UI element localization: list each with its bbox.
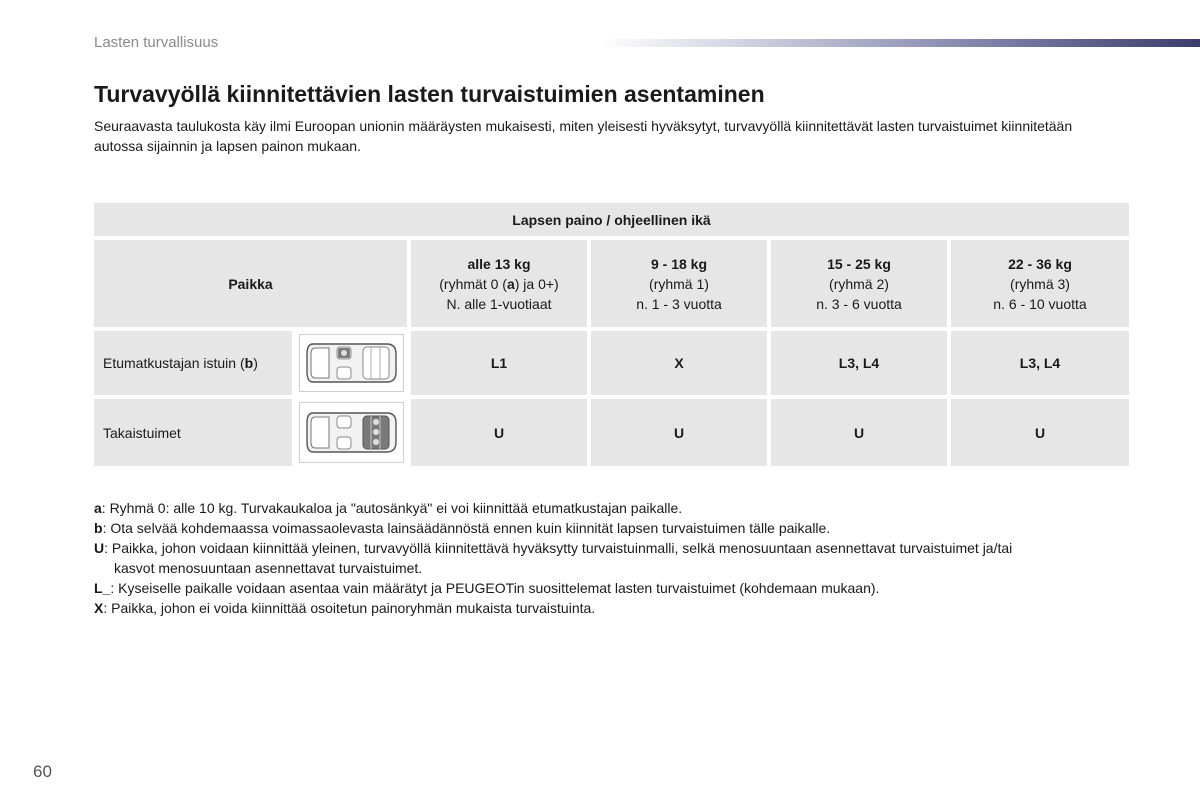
column-age: n. 1 - 3 vuotta (636, 295, 722, 312)
value-front-2: L3, L4 (771, 331, 947, 395)
column-group: (ryhmä 3) (1010, 275, 1070, 292)
page-number: 60 (33, 762, 52, 781)
section-label: Lasten turvallisuus (94, 34, 219, 51)
note-x: X: Paikka, johon ei voida kiinnittää osoitetun painoryhmän mukaista turvaistuinta. (94, 600, 596, 616)
note-a: a: Ryhmä 0: alle 10 kg. Turvakaukaloa ja "autosänkyä" ei voi kiinnittää etumatkustajan paikalle. (94, 500, 683, 516)
value-front-1: X (591, 331, 767, 395)
value-rear-0: U (411, 399, 587, 466)
place-header: Paikka (94, 240, 407, 327)
column-header-0 (411, 240, 587, 327)
column-header-1 (591, 240, 767, 327)
column-group: (ryhmä 2) (829, 275, 889, 292)
value-front-0: L1 (411, 331, 587, 395)
place-label-rear: Takaistuimet (94, 399, 292, 466)
weight-group-header: Lapsen paino / ohjeellinen ikä (94, 203, 1129, 236)
column-weight: alle 13 kg (467, 255, 531, 272)
column-group: (ryhmät 0 (a) ja 0+) (439, 275, 559, 292)
legend-notes (94, 498, 1134, 618)
place-label-front: Etumatkustajan istuin (b) (94, 331, 292, 395)
column-weight: 15 - 25 kg (827, 255, 891, 272)
car-front-passenger-seat-icon (296, 331, 407, 395)
note-b: b: Ota selvää kohdemaassa voimassaolevasta lainsäädännöstä ennen kuin kiinnität lapsen turvaistuimen tälle paikalle. (94, 520, 831, 536)
column-weight: 9 - 18 kg (650, 255, 707, 272)
column-weight: 22 - 36 kg (1008, 255, 1072, 272)
value-rear-3: U (951, 399, 1129, 466)
note-u: U: Paikka, johon voidaan kiinnittää yleinen, turvavyöllä kiinnitettävä hyväksytty turvaistuinmalli, selkä menosuuntaan asennettavat turvaistuimet ja/tai kasvot menosuuntaan asennettavat turvaistuimet. (94, 540, 1013, 576)
intro-paragraph: Seuraavasta taulukosta käy ilmi Euroopan unionin määräysten mukaisesti, miten yleisesti hyväksytyt, turvavyöllä kiinnitettävät lasten turvaistuimet kiinnitetään autossa sijainnin ja lapsen painon mukaan. (94, 118, 1073, 154)
column-age: n. 3 - 6 vuotta (816, 295, 902, 312)
page-title: Turvavyöllä kiinnitettävien lasten turvaistuimien asentaminen (94, 81, 765, 107)
value-rear-2: U (771, 399, 947, 466)
column-age: n. 6 - 10 vuotta (993, 295, 1087, 312)
column-age: N. alle 1-vuotiaat (446, 295, 552, 312)
column-group: (ryhmä 1) (649, 275, 709, 292)
header-bar (600, 39, 1200, 47)
column-header-3 (951, 240, 1129, 327)
value-rear-1: U (591, 399, 767, 466)
car-rear-seats-icon (296, 399, 407, 466)
note-l: L_: Kyseiselle paikalle voidaan asentaa vain määrätyt ja PEUGEOTin suosittelemat lasten turvaistuimet (kohdemaan mukaan). (94, 580, 880, 596)
column-header-2 (771, 240, 947, 327)
value-front-3: L3, L4 (951, 331, 1129, 395)
